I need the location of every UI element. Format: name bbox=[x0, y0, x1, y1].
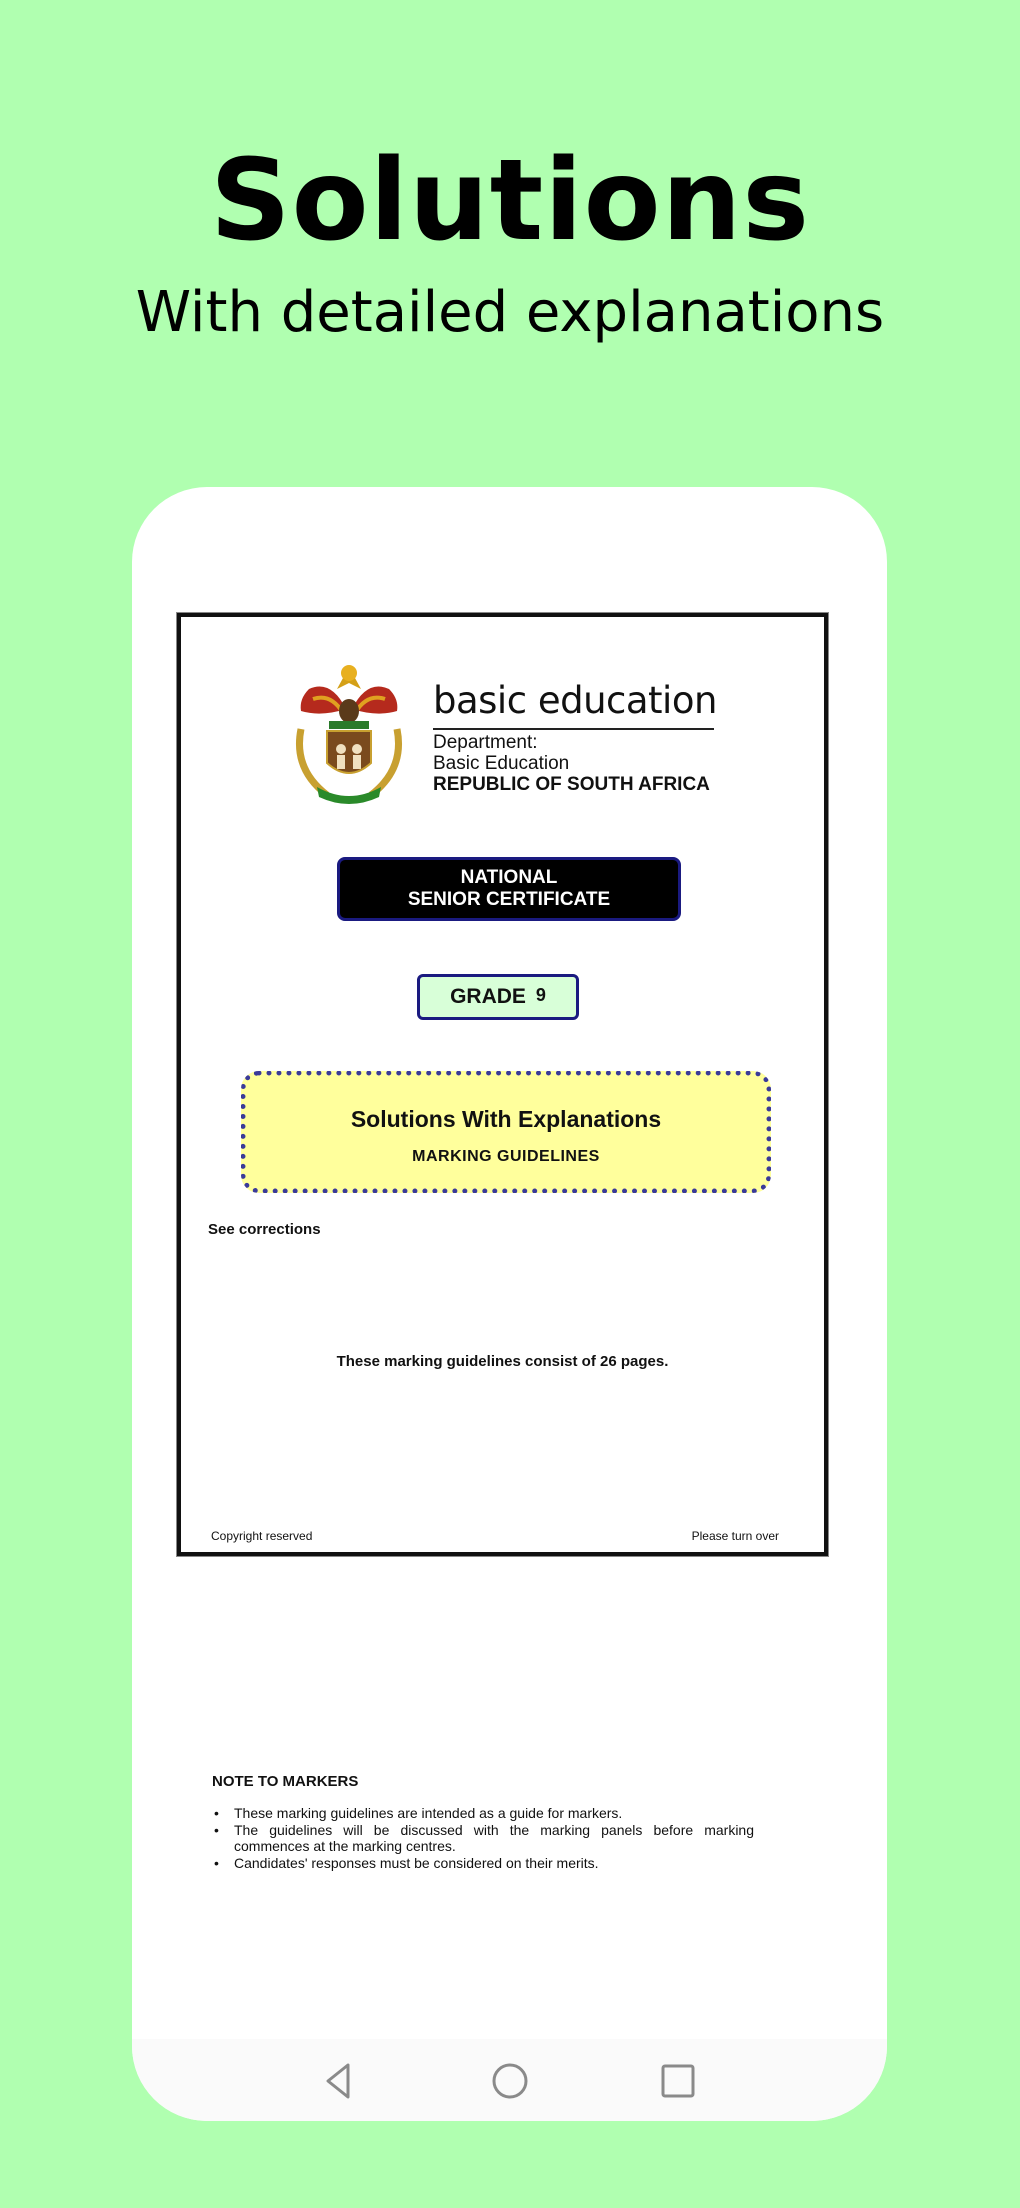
solutions-banner bbox=[241, 1071, 771, 1193]
brand-title: basic education bbox=[433, 679, 717, 722]
solutions-title: Solutions With Explanations bbox=[350, 1106, 662, 1132]
certificate-banner bbox=[337, 857, 681, 921]
solutions-subtitle: MARKING GUIDELINES bbox=[412, 1148, 600, 1165]
list-item: • These marking guidelines are intended as a guide for markers. bbox=[212, 1805, 754, 1821]
phone-frame bbox=[132, 487, 887, 2121]
system-nav-bar bbox=[132, 2039, 887, 2121]
grade-label: GRADE bbox=[450, 985, 526, 1008]
notes-title: NOTE TO MARKERS bbox=[212, 1773, 359, 1790]
coat-of-arms-icon bbox=[291, 659, 407, 807]
brand-divider bbox=[433, 728, 714, 730]
recent-apps-icon[interactable] bbox=[656, 2059, 700, 2103]
certificate-line: NATIONAL bbox=[460, 867, 558, 888]
certificate-line: SENIOR CERTIFICATE bbox=[407, 889, 611, 910]
grade-number: 9 bbox=[535, 985, 546, 1005]
grade-badge bbox=[417, 974, 579, 1020]
department-line: Basic Education bbox=[433, 753, 570, 774]
home-icon[interactable] bbox=[488, 2059, 532, 2103]
notes-list bbox=[212, 1805, 754, 1872]
hero-title: Solutions bbox=[209, 136, 810, 266]
copyright-text: Copyright reserved bbox=[211, 1529, 313, 1543]
document-cover-page bbox=[177, 613, 828, 1556]
see-corrections-link[interactable]: See corrections bbox=[208, 1221, 321, 1238]
hero-subtitle: With detailed explanations bbox=[135, 280, 885, 345]
pages-note: These marking guidelines consist of 26 pages. bbox=[336, 1353, 669, 1370]
list-item: • Candidates' responses must be considered on their merits. bbox=[212, 1855, 754, 1871]
list-item: • The guidelines will be discussed with the marking panels before marking commences at the marking centres. bbox=[212, 1822, 754, 1854]
country-line: REPUBLIC OF SOUTH AFRICA bbox=[433, 774, 710, 795]
back-icon[interactable] bbox=[318, 2059, 362, 2103]
department-line: Department: bbox=[433, 732, 538, 753]
turn-over-text: Please turn over bbox=[691, 1529, 779, 1543]
